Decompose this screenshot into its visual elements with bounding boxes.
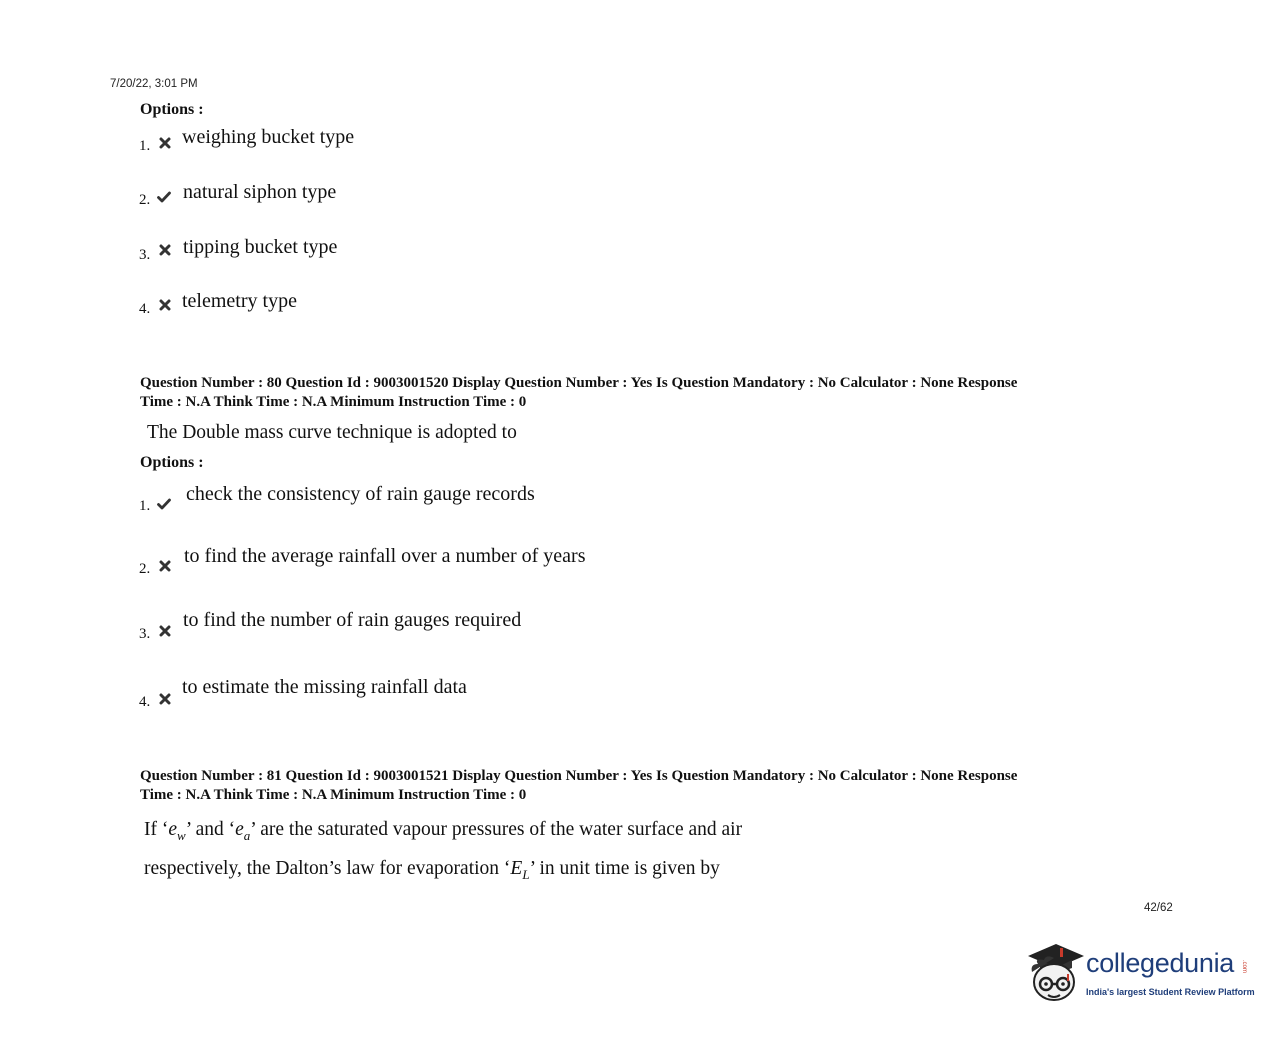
cross-icon <box>158 559 172 573</box>
text-run: ’ in unit time is given by <box>529 858 720 879</box>
option-number: 3. <box>139 247 151 263</box>
cross-icon <box>158 624 172 638</box>
question-meta-line: Time : N.A Think Time : N.A Minimum Instruction Time : 0 <box>140 394 527 410</box>
brand-logo[interactable] <box>1022 938 1262 1008</box>
option-text: weighing bucket type <box>182 126 355 148</box>
question-80-text: The Double mass curve technique is adopted to <box>147 422 517 443</box>
check-icon <box>157 497 171 511</box>
mascot-icon <box>1022 938 1086 1008</box>
option-text: to estimate the missing rainfall data <box>182 676 467 698</box>
option-number: 3. <box>139 626 151 642</box>
brand-wordmark: collegedunia <box>1086 948 1235 978</box>
math-variable: E <box>510 858 523 879</box>
option-number: 4. <box>139 301 151 317</box>
math-variable: e <box>235 819 244 840</box>
options-label: Options : <box>140 454 204 471</box>
option-text: telemetry type <box>182 290 297 312</box>
cross-icon <box>158 243 172 257</box>
math-variable: e <box>168 819 178 840</box>
option-text: natural siphon type <box>183 181 337 203</box>
question-80-meta <box>140 374 1170 412</box>
options-label: Options : <box>140 101 204 118</box>
math-subscript: w <box>177 827 186 843</box>
option-number: 1. <box>139 498 151 514</box>
brand-domain-suffix: .com <box>1241 960 1247 974</box>
option-number: 2. <box>139 561 151 577</box>
cross-icon <box>158 298 172 312</box>
question-81-text-line-2 <box>144 858 720 883</box>
math-subscript: L <box>522 866 530 882</box>
option-text: to find the average rainfall over a number of years <box>184 545 586 567</box>
print-timestamp: 7/20/22, 3:01 PM <box>110 78 198 90</box>
cross-icon <box>158 692 172 706</box>
question-meta-line: Time : N.A Think Time : N.A Minimum Instruction Time : 0 <box>140 787 527 803</box>
brand-tagline: India's largest Student Review Platform <box>1086 987 1255 997</box>
text-run: If ‘ <box>144 819 169 840</box>
cross-icon <box>158 136 172 150</box>
option-number: 1. <box>139 138 151 154</box>
text-run: ’ and ‘ <box>185 819 236 840</box>
option-text: to find the number of rain gauges required <box>183 609 522 631</box>
option-text: tipping bucket type <box>183 236 338 258</box>
page-number: 42/62 <box>1144 902 1173 914</box>
question-meta-line: Question Number : 81 Question Id : 9003001521 Display Question Number : Yes Is Question Mandatory : No Calculator : None Response <box>140 768 1018 784</box>
option-text: check the consistency of rain gauge records <box>186 483 535 505</box>
question-81-text-line-1 <box>144 819 742 844</box>
option-number: 2. <box>139 192 151 208</box>
math-subscript: a <box>243 827 251 843</box>
text-run: ’ are the saturated vapour pressures of the water surface and air <box>250 819 743 840</box>
question-81-meta <box>140 767 1170 805</box>
check-icon <box>157 190 171 204</box>
question-meta-line: Question Number : 80 Question Id : 9003001520 Display Question Number : Yes Is Question Mandatory : No Calculator : None Response <box>140 375 1018 391</box>
option-number: 4. <box>139 694 151 710</box>
text-run: respectively, the Dalton’s law for evaporation ‘ <box>144 858 511 879</box>
